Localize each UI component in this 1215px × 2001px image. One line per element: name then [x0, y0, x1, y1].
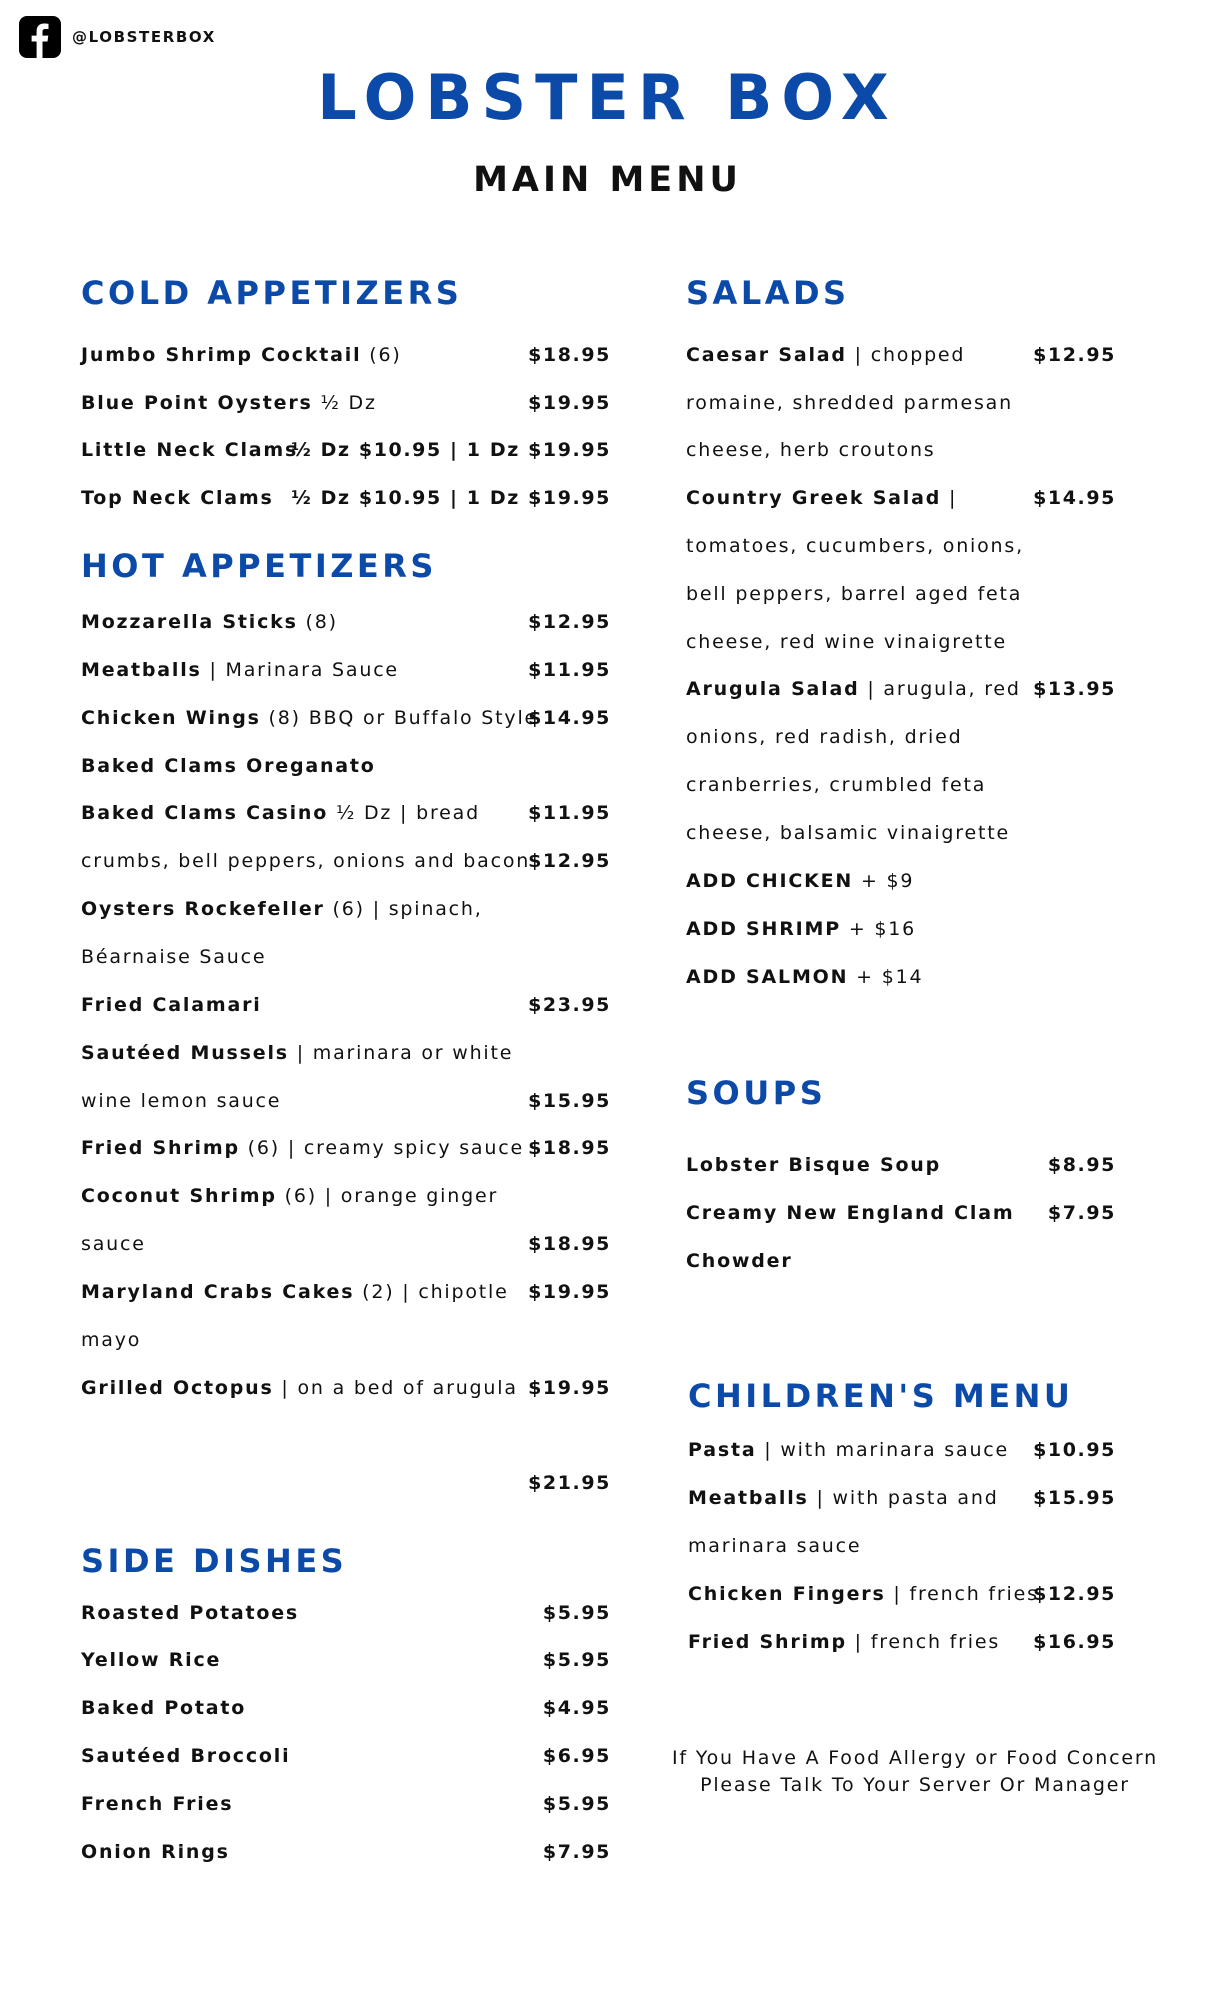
item-name: Baked Clams Oreganato — [81, 755, 376, 777]
item-description: | marinara or white — [288, 1042, 514, 1064]
item-description: | with pasta and — [808, 1487, 999, 1509]
allergy-notice-line: Please Talk To Your Server Or Manager — [700, 1774, 1130, 1796]
menu-line — [81, 1696, 246, 1720]
item-description: + $14 — [848, 966, 924, 988]
menu-line — [81, 1792, 233, 1816]
item-price: $4.95 — [542, 1697, 611, 1719]
item-name: Arugula Salad — [686, 678, 860, 700]
item-price: $8.95 — [1047, 1154, 1116, 1176]
menu-line — [81, 1136, 524, 1160]
item-price: $15.95 — [1033, 1487, 1116, 1509]
item-name: Yellow Rice — [81, 1649, 222, 1671]
item-price: $11.95 — [528, 659, 611, 681]
menu-line — [81, 801, 480, 825]
item-name: Chicken Fingers — [688, 1583, 886, 1605]
item-price: $19.95 — [528, 1281, 611, 1303]
item-description: crumbs, bell peppers, onions and bacon — [81, 850, 531, 872]
item-price: $18.95 — [528, 1137, 611, 1159]
section-heading: COLD APPETIZERS — [81, 274, 463, 312]
item-name: French Fries — [81, 1793, 234, 1815]
section-heading: SALADS — [686, 274, 850, 312]
menu-line — [81, 486, 274, 510]
item-price: $21.95 — [528, 1472, 611, 1494]
item-name: Little Neck Clams — [81, 439, 299, 461]
item-price: $14.95 — [528, 707, 611, 729]
menu-line — [686, 725, 963, 749]
menu-line — [688, 1534, 861, 1558]
item-price: $7.95 — [1047, 1202, 1116, 1224]
item-name: Caesar Salad — [686, 344, 847, 366]
menu-line — [686, 582, 1022, 606]
item-name: Baked Clams Casino — [81, 802, 329, 824]
item-description: ½ Dz | bread — [328, 802, 480, 824]
menu-subtitle: MAIN MENU — [473, 160, 742, 200]
salads-section — [686, 273, 1116, 993]
item-description: Béarnaise Sauce — [81, 946, 267, 968]
menu-line — [81, 1376, 518, 1400]
item-description: (8) BBQ or Buffalo Style — [260, 707, 539, 729]
item-description: mayo — [81, 1329, 142, 1351]
item-name: Sautéed Broccoli — [81, 1745, 291, 1767]
item-name: Jumbo Shrimp Cocktail — [81, 344, 362, 366]
item-name: Fried Shrimp — [688, 1631, 847, 1653]
item-description: (6) | spinach, — [324, 898, 483, 920]
item-name: Oysters Rockefeller — [81, 898, 325, 920]
menu-line — [81, 706, 538, 730]
childrens-menu-section — [688, 1376, 1116, 1676]
allergy-notice-line: If You Have A Food Allergy or Food Concern — [672, 1747, 1158, 1769]
item-price: $6.95 — [542, 1745, 611, 1767]
menu-line — [688, 1438, 1009, 1462]
item-name: Chicken Wings — [81, 707, 261, 729]
item-name: Country Greek Salad — [686, 487, 942, 509]
soups-section — [686, 1073, 1116, 1283]
item-description: | arugula, red — [859, 678, 1021, 700]
item-name: Fried Shrimp — [81, 1137, 240, 1159]
item-price: $12.95 — [1033, 344, 1116, 366]
item-name: ADD SHRIMP — [686, 918, 841, 940]
item-name: Baked Potato — [81, 1697, 247, 1719]
item-name: Coconut Shrimp — [81, 1185, 277, 1207]
item-name: Lobster Bisque Soup — [686, 1154, 942, 1176]
menu-line — [686, 438, 936, 462]
item-price: $16.95 — [1033, 1631, 1116, 1653]
menu-line — [81, 945, 266, 969]
menu-line — [686, 486, 957, 510]
item-name: Grilled Octopus — [81, 1377, 274, 1399]
item-name: Pasta — [688, 1439, 757, 1461]
menu-line — [686, 773, 986, 797]
item-description: romaine, shredded parmesan — [686, 392, 1013, 414]
item-name: ADD SALMON — [686, 966, 849, 988]
menu-line — [81, 1744, 290, 1768]
menu-line — [81, 849, 530, 873]
item-description: cranberries, crumbled feta — [686, 774, 987, 796]
item-price: ½ Dz $10.95 | 1 Dz $19.95 — [291, 439, 611, 461]
item-description: (8) — [297, 611, 338, 633]
menu-line — [686, 1201, 1014, 1225]
item-description: ½ Dz — [312, 392, 377, 414]
item-price: $23.95 — [528, 994, 611, 1016]
menu-line — [81, 391, 377, 415]
item-description: cheese, red wine vinaigrette — [686, 631, 1007, 653]
item-name: Meatballs — [688, 1487, 809, 1509]
item-price: $14.95 — [1033, 487, 1116, 509]
item-name: Meatballs — [81, 659, 202, 681]
menu-line — [81, 343, 402, 367]
section-heading: SIDE DISHES — [81, 1542, 348, 1580]
item-description: | chopped — [846, 344, 966, 366]
item-price: $15.95 — [528, 1090, 611, 1112]
item-description: | on a bed of arugula — [273, 1377, 518, 1399]
item-description: | — [941, 487, 958, 509]
allergy-notice — [655, 1745, 1175, 1799]
menu-line — [686, 965, 923, 989]
item-description: wine lemon sauce — [81, 1090, 282, 1112]
item-price: $19.95 — [528, 1377, 611, 1399]
item-name: Maryland Crabs Cakes — [81, 1281, 355, 1303]
menu-line — [81, 658, 399, 682]
item-price: $12.95 — [528, 611, 611, 633]
menu-line — [688, 1630, 1000, 1654]
item-description: cheese, herb croutons — [686, 439, 936, 461]
restaurant-title: LOBSTER BOX — [317, 61, 898, 134]
menu-line — [686, 821, 1010, 845]
menu-line — [686, 391, 1013, 415]
item-description: tomatoes, cucumbers, onions, — [686, 535, 1024, 557]
item-description: (2) | chipotle — [354, 1281, 509, 1303]
menu-line — [81, 993, 262, 1017]
item-price: $12.95 — [1033, 1583, 1116, 1605]
menu-line — [81, 1648, 221, 1672]
menu-line — [686, 917, 916, 941]
item-price: $10.95 — [1033, 1439, 1116, 1461]
cold-appetizers-section — [81, 273, 611, 513]
menu-line — [686, 1153, 941, 1177]
menu-line — [81, 754, 376, 778]
item-price: $13.95 — [1033, 678, 1116, 700]
item-name: Roasted Potatoes — [81, 1602, 300, 1624]
menu-line — [686, 677, 1021, 701]
item-price: ½ Dz $10.95 | 1 Dz $19.95 — [291, 487, 611, 509]
menu-line — [81, 1184, 498, 1208]
item-name: Fried Calamari — [81, 994, 262, 1016]
item-price: $18.95 — [528, 1233, 611, 1255]
item-price: $19.95 — [528, 392, 611, 414]
item-description: sauce — [81, 1233, 146, 1255]
item-description: | with marinara sauce — [756, 1439, 1010, 1461]
item-description: (6) | creamy spicy sauce — [239, 1137, 524, 1159]
side-dishes-section — [81, 1541, 611, 1871]
item-description: onions, red radish, dried — [686, 726, 963, 748]
item-description: + $16 — [840, 918, 917, 940]
social-handle[interactable] — [19, 16, 216, 58]
menu-line — [686, 1249, 793, 1273]
section-heading: SOUPS — [686, 1074, 827, 1112]
menu-line — [81, 1840, 230, 1864]
menu-line — [81, 1328, 141, 1352]
item-name: Chowder — [686, 1250, 793, 1272]
item-price: $12.95 — [528, 850, 611, 872]
social-handle-text: @LOBSTERBOX — [72, 28, 216, 46]
item-name: Top Neck Clams — [81, 487, 274, 509]
item-description: (6) — [361, 344, 402, 366]
menu-line — [81, 897, 483, 921]
item-name: Onion Rings — [81, 1841, 230, 1863]
item-description: marinara sauce — [688, 1535, 862, 1557]
item-name: Mozzarella Sticks — [81, 611, 298, 633]
item-name: Blue Point Oysters — [81, 392, 313, 414]
menu-line — [686, 630, 1007, 654]
item-name: Creamy New England Clam — [686, 1202, 1015, 1224]
item-price: $11.95 — [528, 802, 611, 824]
item-description: (6) | orange ginger — [276, 1185, 499, 1207]
item-price: $18.95 — [528, 344, 611, 366]
menu-line — [81, 438, 298, 462]
hot-appetizers-section — [81, 546, 611, 1496]
menu-line — [688, 1582, 1039, 1606]
item-description: | french fries — [846, 1631, 1001, 1653]
item-price: $5.95 — [542, 1602, 611, 1624]
item-description: | Marinara Sauce — [201, 659, 399, 681]
menu-line — [81, 610, 338, 634]
item-description: bell peppers, barrel aged feta — [686, 583, 1023, 605]
section-heading: HOT APPETIZERS — [81, 547, 437, 585]
item-price: $5.95 — [542, 1649, 611, 1671]
facebook-icon — [19, 16, 61, 58]
item-description: cheese, balsamic vinaigrette — [686, 822, 1010, 844]
item-name: ADD CHICKEN — [686, 870, 854, 892]
item-name: Sautéed Mussels — [81, 1042, 289, 1064]
menu-line — [686, 869, 914, 893]
item-price: $5.95 — [542, 1793, 611, 1815]
menu-line — [81, 1232, 146, 1256]
item-price: $7.95 — [542, 1841, 611, 1863]
menu-line — [81, 1089, 281, 1113]
menu-line — [686, 534, 1024, 558]
item-description: | french fries — [885, 1583, 1039, 1605]
menu-line — [688, 1486, 999, 1510]
menu-line — [81, 1041, 513, 1065]
menu-line — [686, 343, 965, 367]
menu-line — [81, 1280, 509, 1304]
section-heading: CHILDREN'S MENU — [688, 1377, 1074, 1415]
item-description: + $9 — [853, 870, 915, 892]
menu-line — [81, 1601, 299, 1625]
